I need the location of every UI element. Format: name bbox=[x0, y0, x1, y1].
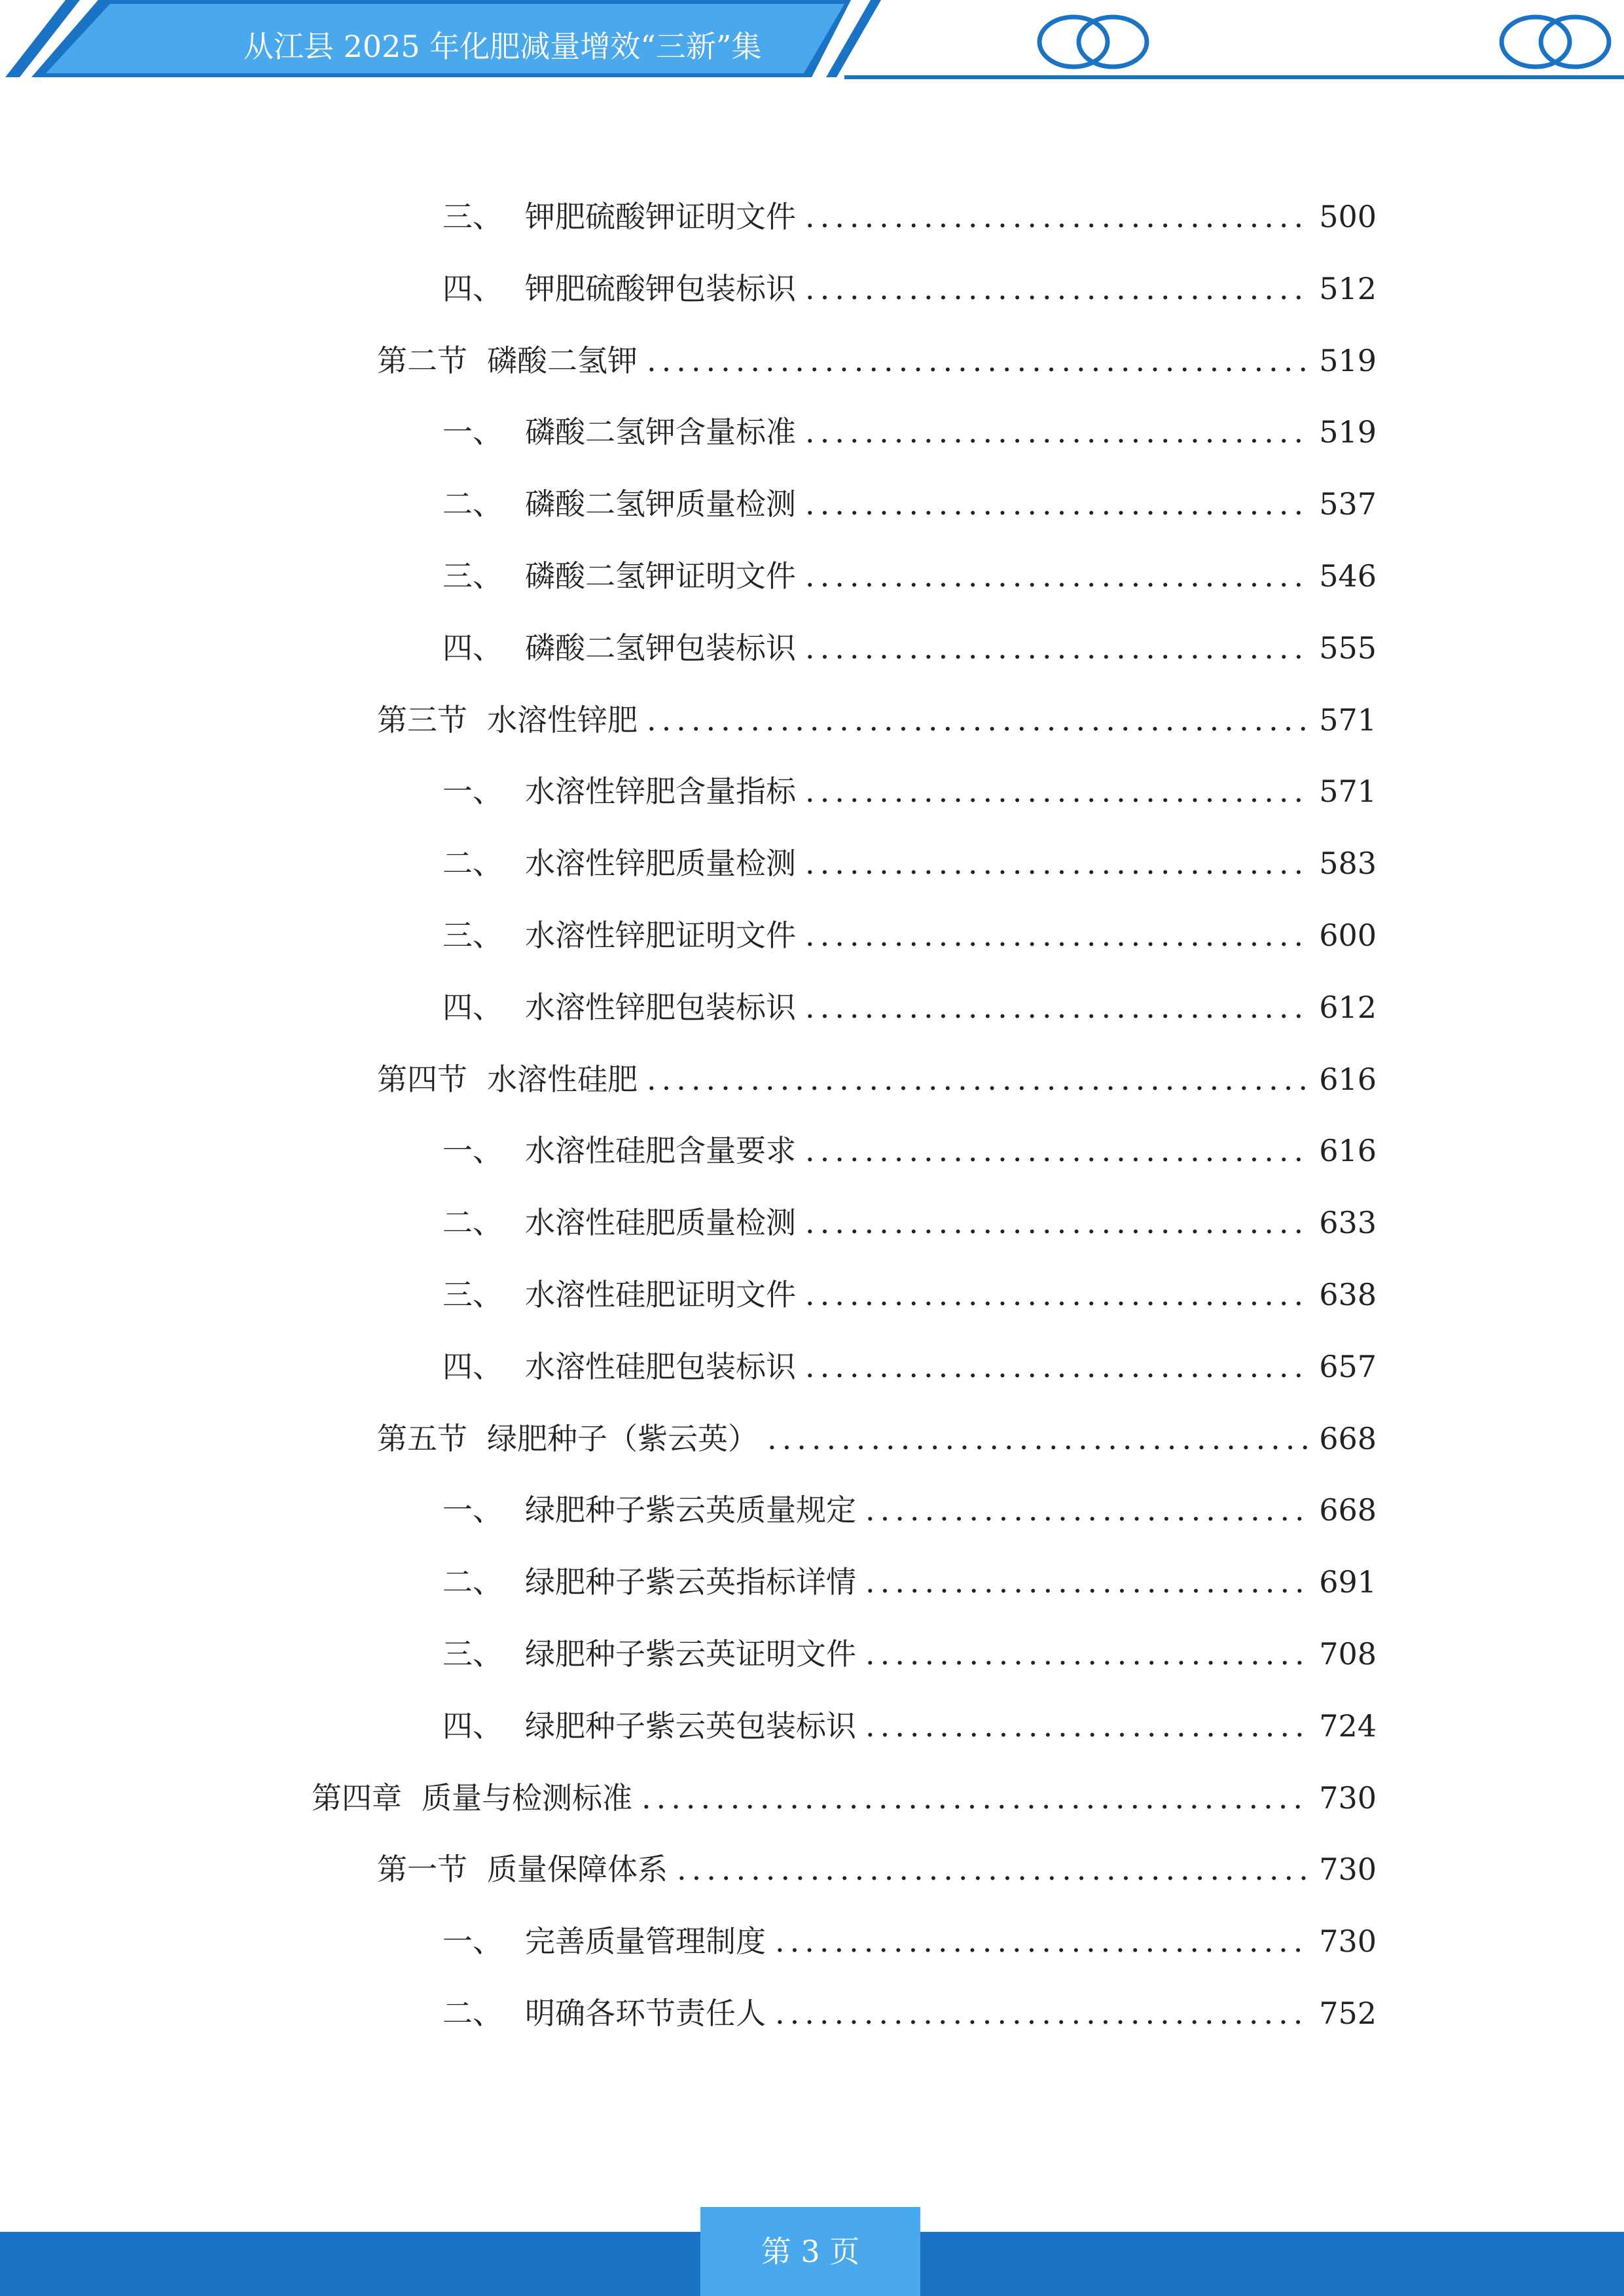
toc-entry-title: 质量保障体系 bbox=[487, 1852, 668, 1887]
toc-entry-number: 第二节 bbox=[377, 343, 467, 378]
toc-leader-dots bbox=[805, 266, 1310, 312]
toc-entry-number: 二、 bbox=[442, 486, 503, 522]
toc-entry[interactable] bbox=[377, 697, 1377, 743]
toc-entry-title: 水溶性硅肥含量要求 bbox=[525, 1133, 796, 1168]
toc-entry-number: 四、 bbox=[442, 1708, 503, 1744]
toc-entry-title: 水溶性锌肥质量检测 bbox=[525, 846, 796, 881]
toc-leader-dots bbox=[805, 912, 1310, 958]
toc-entry[interactable] bbox=[442, 266, 1377, 312]
toc-entry-number: 二、 bbox=[442, 1564, 503, 1600]
toc-leader-dots bbox=[865, 1703, 1310, 1749]
toc-entry[interactable] bbox=[442, 1918, 1377, 1964]
toc-leader-dots bbox=[865, 1559, 1310, 1605]
toc-entry-title: 绿肥种子（紫云英） bbox=[487, 1421, 758, 1456]
toc-entry[interactable] bbox=[442, 1200, 1377, 1246]
toc-entry-page: 638 bbox=[1319, 1277, 1377, 1312]
toc-entry-number: 第一节 bbox=[377, 1852, 467, 1887]
toc-entry-number: 四、 bbox=[442, 271, 503, 306]
toc-entry-number: 第四章 bbox=[312, 1780, 402, 1816]
toc-entry-page: 668 bbox=[1319, 1421, 1377, 1456]
toc-leader-dots bbox=[641, 1775, 1310, 1821]
toc-entry-number: 四、 bbox=[442, 1349, 503, 1384]
toc-entry-number: 三、 bbox=[442, 1636, 503, 1672]
toc-leader-dots bbox=[865, 1487, 1310, 1533]
toc-entry-page: 633 bbox=[1319, 1205, 1377, 1240]
toc-leader-dots bbox=[805, 553, 1310, 599]
toc-entry-page: 519 bbox=[1319, 414, 1377, 450]
toc-entry-page: 612 bbox=[1319, 990, 1377, 1025]
toc-entry-number: 一、 bbox=[442, 414, 503, 450]
toc-entry-page: 571 bbox=[1319, 702, 1377, 738]
toc-entry[interactable] bbox=[442, 1559, 1377, 1605]
toc-entry[interactable] bbox=[377, 1846, 1377, 1892]
toc-leader-dots bbox=[805, 840, 1310, 886]
toc-leader-dots bbox=[805, 1128, 1310, 1174]
toc-entry-title: 明确各环节责任人 bbox=[525, 1996, 766, 2031]
toc-entry-page: 571 bbox=[1319, 774, 1377, 809]
toc-entry-page: 616 bbox=[1319, 1133, 1377, 1168]
toc-entry-number: 一、 bbox=[442, 774, 503, 809]
toc-leader-dots bbox=[775, 1918, 1310, 1964]
toc-entry-page: 616 bbox=[1319, 1062, 1377, 1097]
toc-leader-dots bbox=[805, 1344, 1310, 1390]
toc-entry-title: 钾肥硫酸钾包装标识 bbox=[525, 271, 796, 306]
toc-entry-page: 555 bbox=[1319, 630, 1377, 666]
toc-leader-dots bbox=[647, 1056, 1310, 1102]
toc-entry-number: 三、 bbox=[442, 918, 503, 953]
toc-entry-title: 质量与检测标准 bbox=[422, 1780, 632, 1816]
toc-entry-number: 三、 bbox=[442, 1277, 503, 1312]
toc-entry-title: 水溶性硅肥包装标识 bbox=[525, 1349, 796, 1384]
toc-entry-page: 519 bbox=[1319, 343, 1377, 378]
toc-entry-number: 第三节 bbox=[377, 702, 467, 738]
toc-entry-page: 657 bbox=[1319, 1349, 1377, 1384]
toc-entry-number: 四、 bbox=[442, 990, 503, 1025]
toc-entry-page: 583 bbox=[1319, 846, 1377, 881]
toc-entry-title: 磷酸二氢钾含量标准 bbox=[525, 414, 796, 450]
toc-leader-dots bbox=[805, 1272, 1310, 1318]
document-title: 从江县 2025 年化肥减量增效“三新”集 bbox=[244, 29, 762, 64]
toc-entry-title: 绿肥种子紫云英指标详情 bbox=[525, 1564, 856, 1600]
toc-entry-page: 730 bbox=[1319, 1852, 1377, 1887]
toc-entry-number: 二、 bbox=[442, 1205, 503, 1240]
toc-leader-dots bbox=[865, 1631, 1310, 1677]
toc-entry-title: 水溶性锌肥证明文件 bbox=[525, 918, 796, 953]
toc-entry-page: 724 bbox=[1319, 1708, 1377, 1744]
toc-entry[interactable] bbox=[442, 840, 1377, 886]
toc-entry-page: 512 bbox=[1319, 271, 1377, 306]
toc-entry-title: 水溶性锌肥 bbox=[487, 702, 638, 738]
toc-entry-title: 水溶性硅肥证明文件 bbox=[525, 1277, 796, 1312]
toc-entry[interactable] bbox=[442, 912, 1377, 958]
toc-entry-page: 546 bbox=[1319, 558, 1377, 594]
toc-leader-dots bbox=[805, 1200, 1310, 1246]
toc-entry-title: 磷酸二氢钾质量检测 bbox=[525, 486, 796, 522]
toc-entry-page: 730 bbox=[1319, 1780, 1377, 1816]
toc-entry[interactable] bbox=[377, 1056, 1377, 1102]
toc-leader-dots bbox=[805, 984, 1310, 1030]
toc-entry-title: 绿肥种子紫云英包装标识 bbox=[525, 1708, 856, 1744]
toc-leader-dots bbox=[677, 1846, 1310, 1892]
toc-entry[interactable] bbox=[442, 1703, 1377, 1749]
toc-entry[interactable] bbox=[442, 553, 1377, 599]
toc-entry-title: 磷酸二氢钾证明文件 bbox=[525, 558, 796, 594]
toc-leader-dots bbox=[647, 338, 1310, 384]
toc-entry-number: 一、 bbox=[442, 1492, 503, 1528]
toc-entry-number: 二、 bbox=[442, 1996, 503, 2031]
toc-entry[interactable] bbox=[442, 768, 1377, 814]
toc-entry-page: 708 bbox=[1319, 1636, 1377, 1672]
toc-entry-title: 水溶性锌肥含量指标 bbox=[525, 774, 796, 809]
toc-entry-page: 537 bbox=[1319, 486, 1377, 522]
toc-leader-dots bbox=[805, 768, 1310, 814]
toc-entry[interactable] bbox=[442, 1631, 1377, 1677]
toc-leader-dots bbox=[805, 409, 1310, 455]
toc-entry-title: 绿肥种子紫云英证明文件 bbox=[525, 1636, 856, 1672]
toc-entry-number: 一、 bbox=[442, 1924, 503, 1959]
toc-entry-title: 绿肥种子紫云英质量规定 bbox=[525, 1492, 856, 1528]
toc-entry-number: 第四节 bbox=[377, 1062, 467, 1097]
toc-entry-page: 500 bbox=[1319, 199, 1377, 234]
toc-entry-number: 三、 bbox=[442, 199, 503, 234]
toc-entry-title: 磷酸二氢钾 bbox=[487, 343, 638, 378]
toc-entry[interactable] bbox=[312, 1775, 1377, 1821]
toc-entry[interactable] bbox=[442, 625, 1377, 671]
toc-leader-dots bbox=[805, 194, 1310, 240]
toc-entry[interactable] bbox=[442, 1487, 1377, 1533]
toc-leader-dots bbox=[805, 625, 1310, 671]
toc-entry-page: 730 bbox=[1319, 1924, 1377, 1959]
toc-leader-dots bbox=[775, 1990, 1310, 2036]
toc-leader-dots bbox=[805, 481, 1310, 527]
toc-entry-page: 668 bbox=[1319, 1492, 1377, 1528]
toc-leader-dots bbox=[767, 1416, 1310, 1462]
toc-entry[interactable] bbox=[442, 1990, 1377, 2036]
toc-entry-title: 水溶性硅肥质量检测 bbox=[525, 1205, 796, 1240]
toc-entry[interactable] bbox=[442, 409, 1377, 455]
toc-entry[interactable] bbox=[442, 1344, 1377, 1390]
toc-entry-title: 水溶性锌肥包装标识 bbox=[525, 990, 796, 1025]
toc-entry-title: 完善质量管理制度 bbox=[525, 1924, 766, 1959]
toc-entry-page: 752 bbox=[1319, 1996, 1377, 2031]
toc-entry[interactable] bbox=[442, 1272, 1377, 1318]
toc-entry[interactable] bbox=[377, 1416, 1377, 1462]
toc-entry[interactable] bbox=[377, 338, 1377, 384]
toc-entry-title: 钾肥硫酸钾证明文件 bbox=[525, 199, 796, 234]
toc-entry[interactable] bbox=[442, 194, 1377, 240]
toc-entry-number: 三、 bbox=[442, 558, 503, 594]
toc-entry[interactable] bbox=[442, 984, 1377, 1030]
toc-entry-page: 600 bbox=[1319, 918, 1377, 953]
toc-entry[interactable] bbox=[442, 1128, 1377, 1174]
toc-entry-title: 水溶性硅肥 bbox=[487, 1062, 638, 1097]
toc-entry-number: 四、 bbox=[442, 630, 503, 666]
toc-leader-dots bbox=[647, 697, 1310, 743]
toc-entry-page: 691 bbox=[1319, 1564, 1377, 1600]
toc-entry-number: 二、 bbox=[442, 846, 503, 881]
page-number: 第 3 页 bbox=[761, 2234, 860, 2269]
toc-entry-title: 磷酸二氢钾包装标识 bbox=[525, 630, 796, 666]
toc-entry-number: 一、 bbox=[442, 1133, 503, 1168]
toc-entry-number: 第五节 bbox=[377, 1421, 467, 1456]
toc-entry[interactable] bbox=[442, 481, 1377, 527]
